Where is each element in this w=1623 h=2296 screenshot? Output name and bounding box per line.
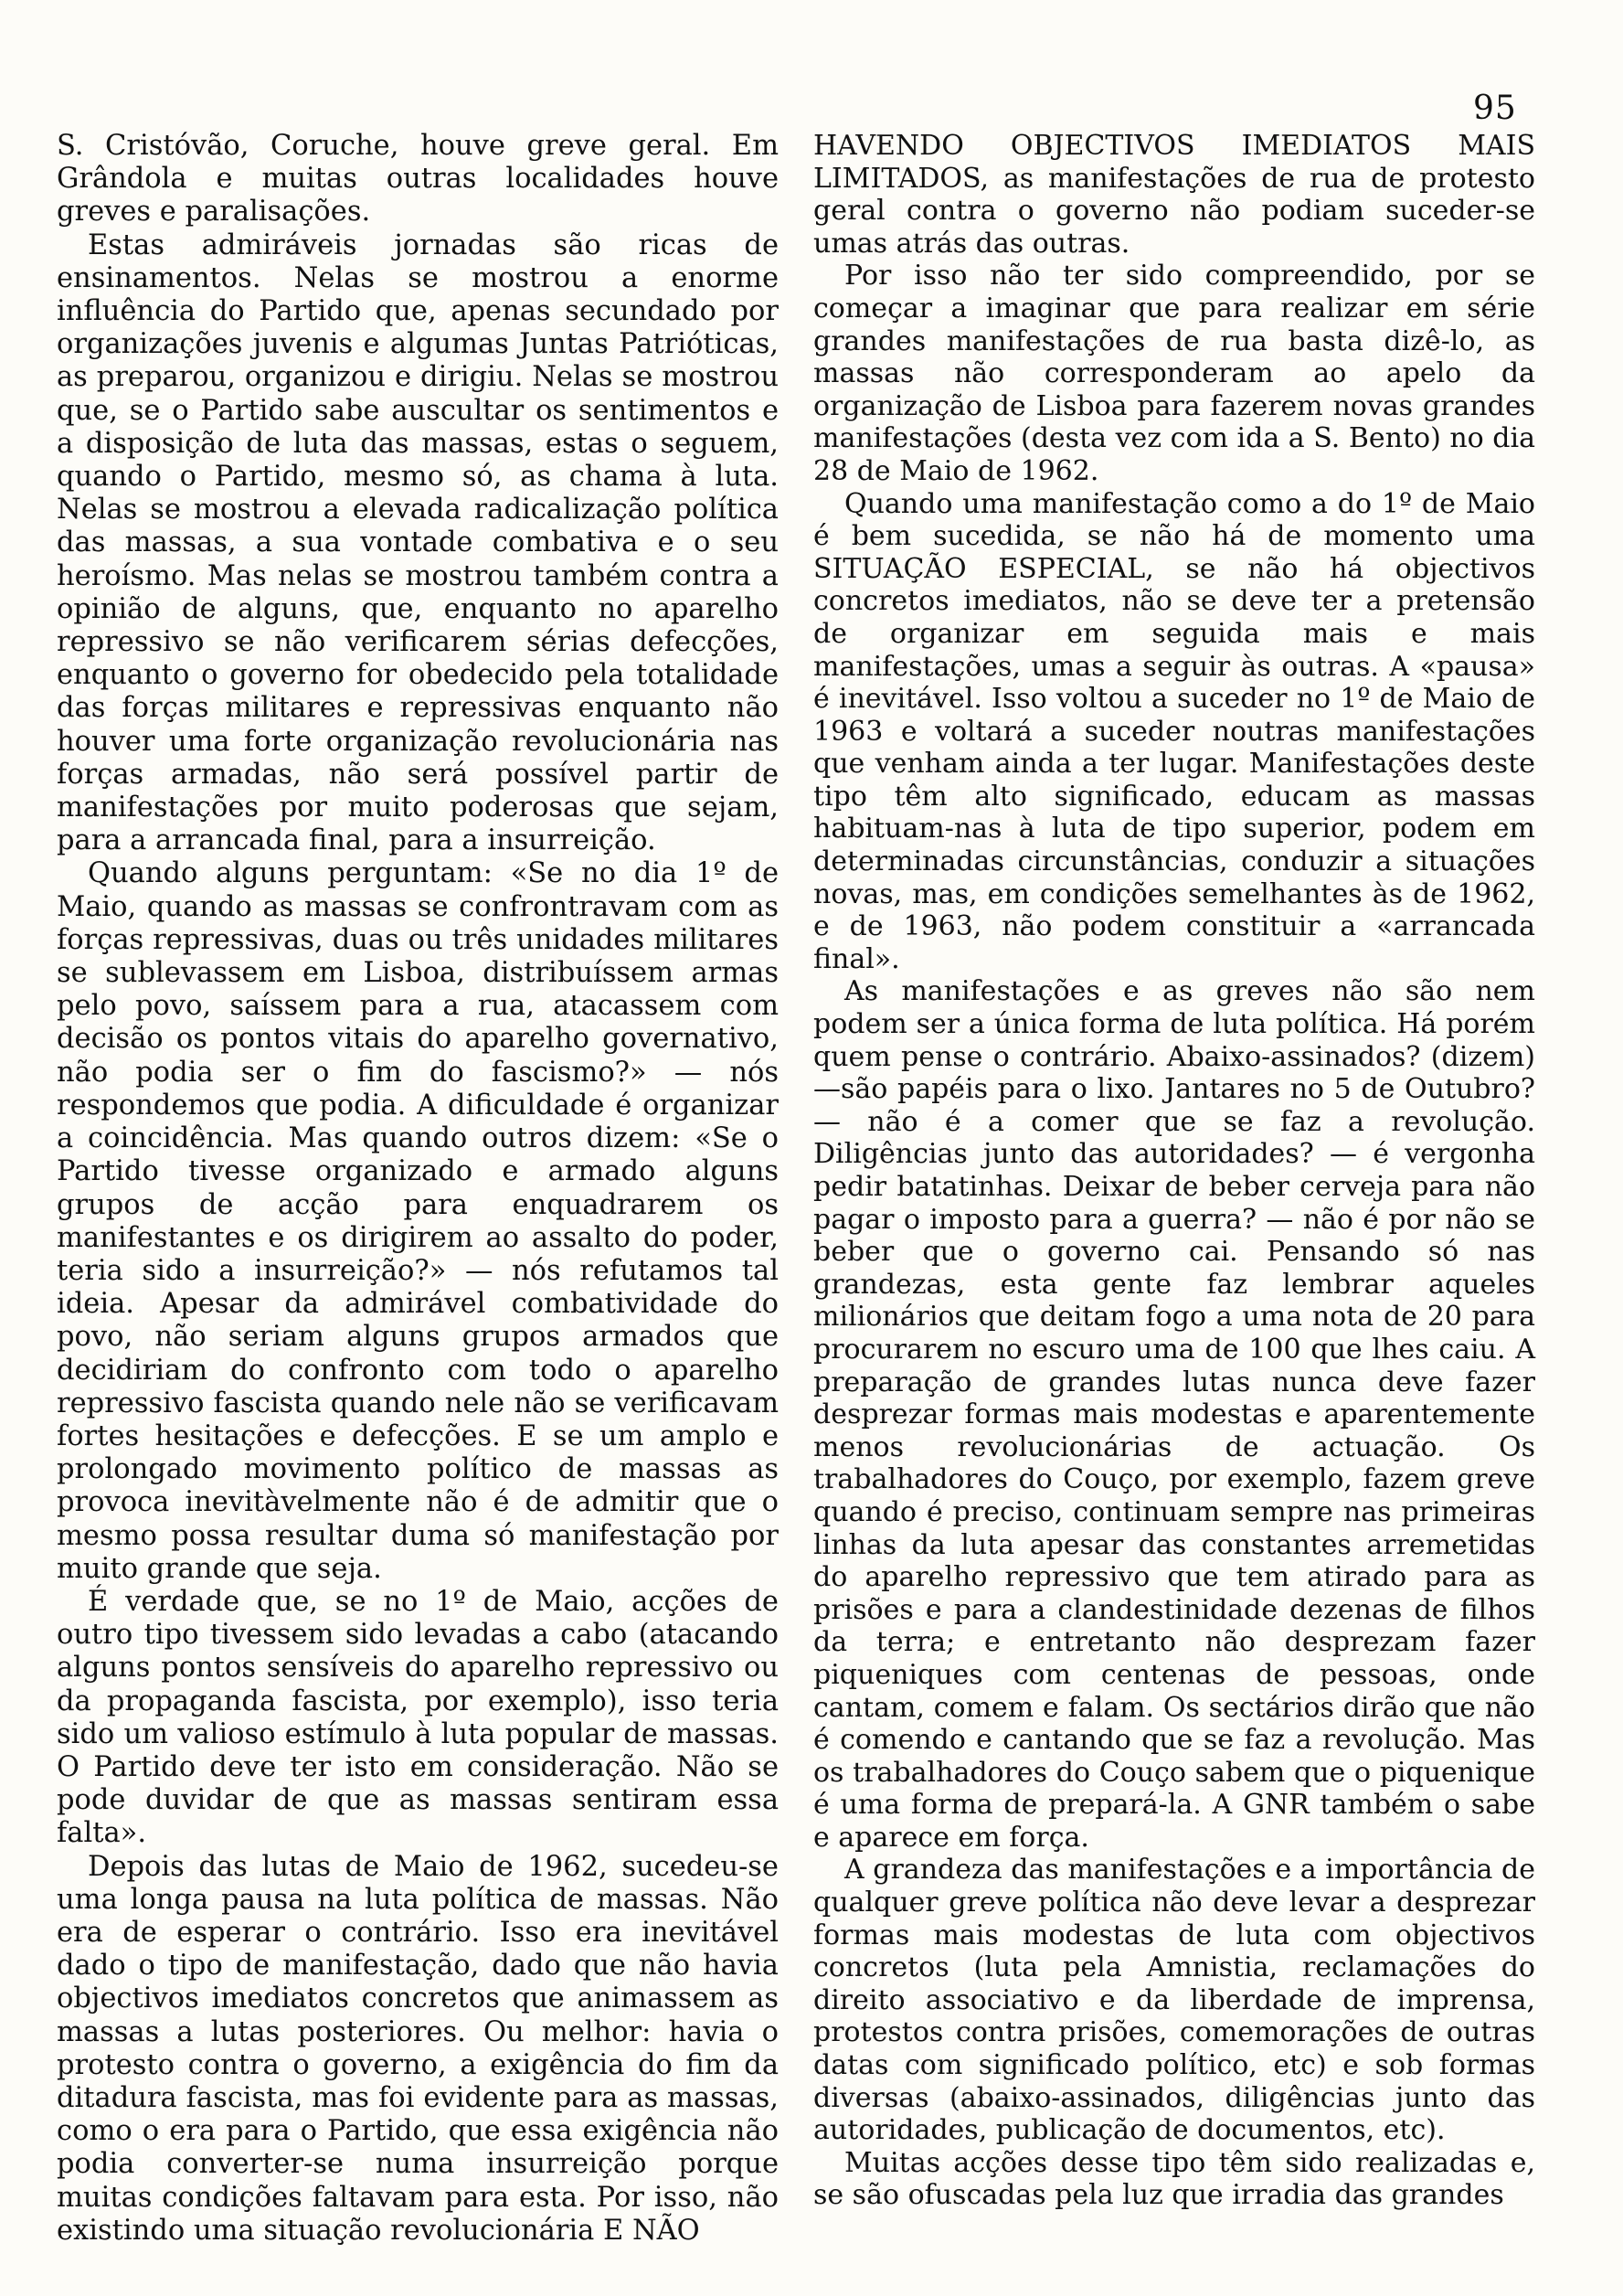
paragraph: Muitas acções desse tipo têm sido realizadas e, se são ofuscadas pela luz que irradia das grandes (813, 2146, 1535, 2212)
paragraph: Depois das lutas de Maio de 1962, sucedeu-se uma longa pausa na luta política de massas. Não era de esperar o contrário. Isso era inevitável dado o tipo de manifestação, dado que não havia objectivos imediatos concretos que animassem as massas a lutas posteriores. Ou melhor: havia o protesto contra o governo, a exigência do fim da ditadura fascista, mas foi evidente para as massas, como o era para o Partido, que essa exigência não podia converter-se numa insurreição porque muitas condições faltavam para esta. Por isso, não existindo uma situação revolucionária E NÃO (57, 1850, 779, 2247)
page-number: 95 (1473, 90, 1517, 127)
paragraph: S. Cristóvão, Coruche, houve greve geral. Em Grândola e muitas outras localidades houve greves e paralisações. (57, 130, 779, 229)
paragraph: As manifestações e as greves não são nem podem ser a única forma de luta política. Há porém quem pense o contrário. Abaixo-assinados? (dizem) —são papéis para o lixo. Jantares no 5 de Outubro? — não é a comer que se faz a revolução. Diligências junto das autoridades? — é vergonha pedir batatinhas. Deixar de beber cerveja para não pagar o imposto para a guerra? — não é por não se beber que o governo cai. Pensando só nas grandezas, esta gente faz lembrar aqueles milionários que deitam fogo a uma nota de 20 para procurarem no escuro uma de 100 que lhes caiu. A preparação de grandes lutas nunca deve fazer desprezar formas mais modestas e aparentemente menos revolucionárias de actuação. Os trabalhadores do Couço, por exemplo, fazem greve quando é preciso, continuam sempre nas primeiras linhas da luta apesar das constantes arremetidas do aparelho repressivo que tem atirado para as prisões e para a clandestinidade dezenas de filhos da terra; e entretanto não desprezam fazer piqueniques com centenas de pessoas, onde cantam, comem e falam. Os sectários dirão que não é comendo e cantando que se faz a revolução. Mas os trabalhadores do Couço sabem que o piquenique é uma forma de prepará-la. A GNR também o sabe e aparece em força. (813, 975, 1535, 1854)
right-column (813, 130, 1535, 2212)
paragraph: Quando uma manifestação como a do 1º de Maio é bem sucedida, se não há de momento uma SITUAÇÃO ESPECIAL, se não há objectivos concretos imediatos, não se deve ter a pretensão de organizar em seguida mais e mais manifestações, umas a seguir às outras. A «pausa» é inevitável. Isso voltou a suceder no 1º de Maio de 1963 e voltará a suceder noutras manifestações que venham ainda a ter lugar. Manifestações deste tipo têm alto significado, educam as massas habituam-nas à luta de tipo superior, podem em determinadas circunstâncias, conduzir a situações novas, mas, em condições semelhantes às de 1962, e de 1963, não podem constituir a «arrancada final». (813, 487, 1535, 975)
paragraph: Estas admiráveis jornadas são ricas de ensinamentos. Nelas se mostrou a enorme influência do Partido que, apenas secundado por organizações juvenis e algumas Juntas Patrióticas, as preparou, organizou e dirigiu. Nelas se mostrou que, se o Partido sabe auscultar os sentimentos e a disposição de luta das massas, estas o seguem, quando o Partido, mesmo só, as chama à luta. Nelas se mostrou a elevada radicalização política das massas, a sua vontade combativa e o seu heroísmo. Mas nelas se mostrou também contra a opinião de alguns, que, enquanto no aparelho repressivo se não verificarem sérias defecções, enquanto o governo for obedecido pela totalidade das forças militares e repressivas enquanto não houver uma forte organização revolucionária nas forças armadas, não será possível partir de manifestações por muito poderosas que sejam, para a arrancada final, para a insurreição. (57, 229, 779, 857)
paragraph: A grandeza das manifestações e a importância de qualquer greve política não deve levar a desprezar formas mais modestas de luta com objectivos concretos (luta pela Amnistia, reclamações do direito associativo e da liberdade de imprensa, protestos contra prisões, comemorações de outras datas com significado político, etc) e sob formas diversas (abaixo-assinados, diligências junto das autoridades, publicação de documentos, etc). (813, 1854, 1535, 2147)
paragraph: HAVENDO OBJECTIVOS IMEDIATOS MAIS LIMITADOS, as manifestações de rua de protesto geral contra o governo não podiam suceder-se umas atrás das outras. (813, 130, 1535, 260)
left-column (57, 130, 779, 2248)
paragraph: É verdade que, se no 1º de Maio, acções de outro tipo tivessem sido levadas a cabo (atacando alguns pontos sensíveis do aparelho repressivo ou da propaganda fascista, por exemplo), isso teria sido um valioso estímulo à luta popular de massas. O Partido deve ter isto em consideração. Não se pode duvidar de que as massas sentiram essa falta». (57, 1585, 779, 1850)
paragraph: Por isso não ter sido compreendido, por se começar a imaginar que para realizar em série grandes manifestações de rua basta dizê-lo, as massas não corresponderam ao apelo da organização de Lisboa para fazerem novas grandes manifestações (desta vez com ida a S. Bento) no dia 28 de Maio de 1962. (813, 260, 1535, 487)
paragraph: Quando alguns perguntam: «Se no dia 1º de Maio, quando as massas se confrontravam com as forças repressivas, duas ou três unidades militares se sublevassem em Lisboa, distribuíssem armas pelo povo, saíssem para a rua, atacassem com decisão os pontos vitais do aparelho governativo, não podia ser o fim do fascismo?» — nós respondemos que podia. A dificuldade é organizar a coincidência. Mas quando outros dizem: «Se o Partido tivesse organizado e armado alguns grupos de acção para enquadrarem os manifestantes e os dirigirem ao assalto do poder, teria sido a insurreição?» — nós refutamos tal ideia. Apesar da admirável combatividade do povo, não seriam alguns grupos armados que decidiriam do confronto com todo o aparelho repressivo fascista quando nele não se verificavam fortes hesitações e defecções. E se um amplo e prolongado movimento político de massas as provoca inevitàvelmente não é de admitir que o mesmo possa resultar duma só manifestação por muito grande que seja. (57, 857, 779, 1585)
